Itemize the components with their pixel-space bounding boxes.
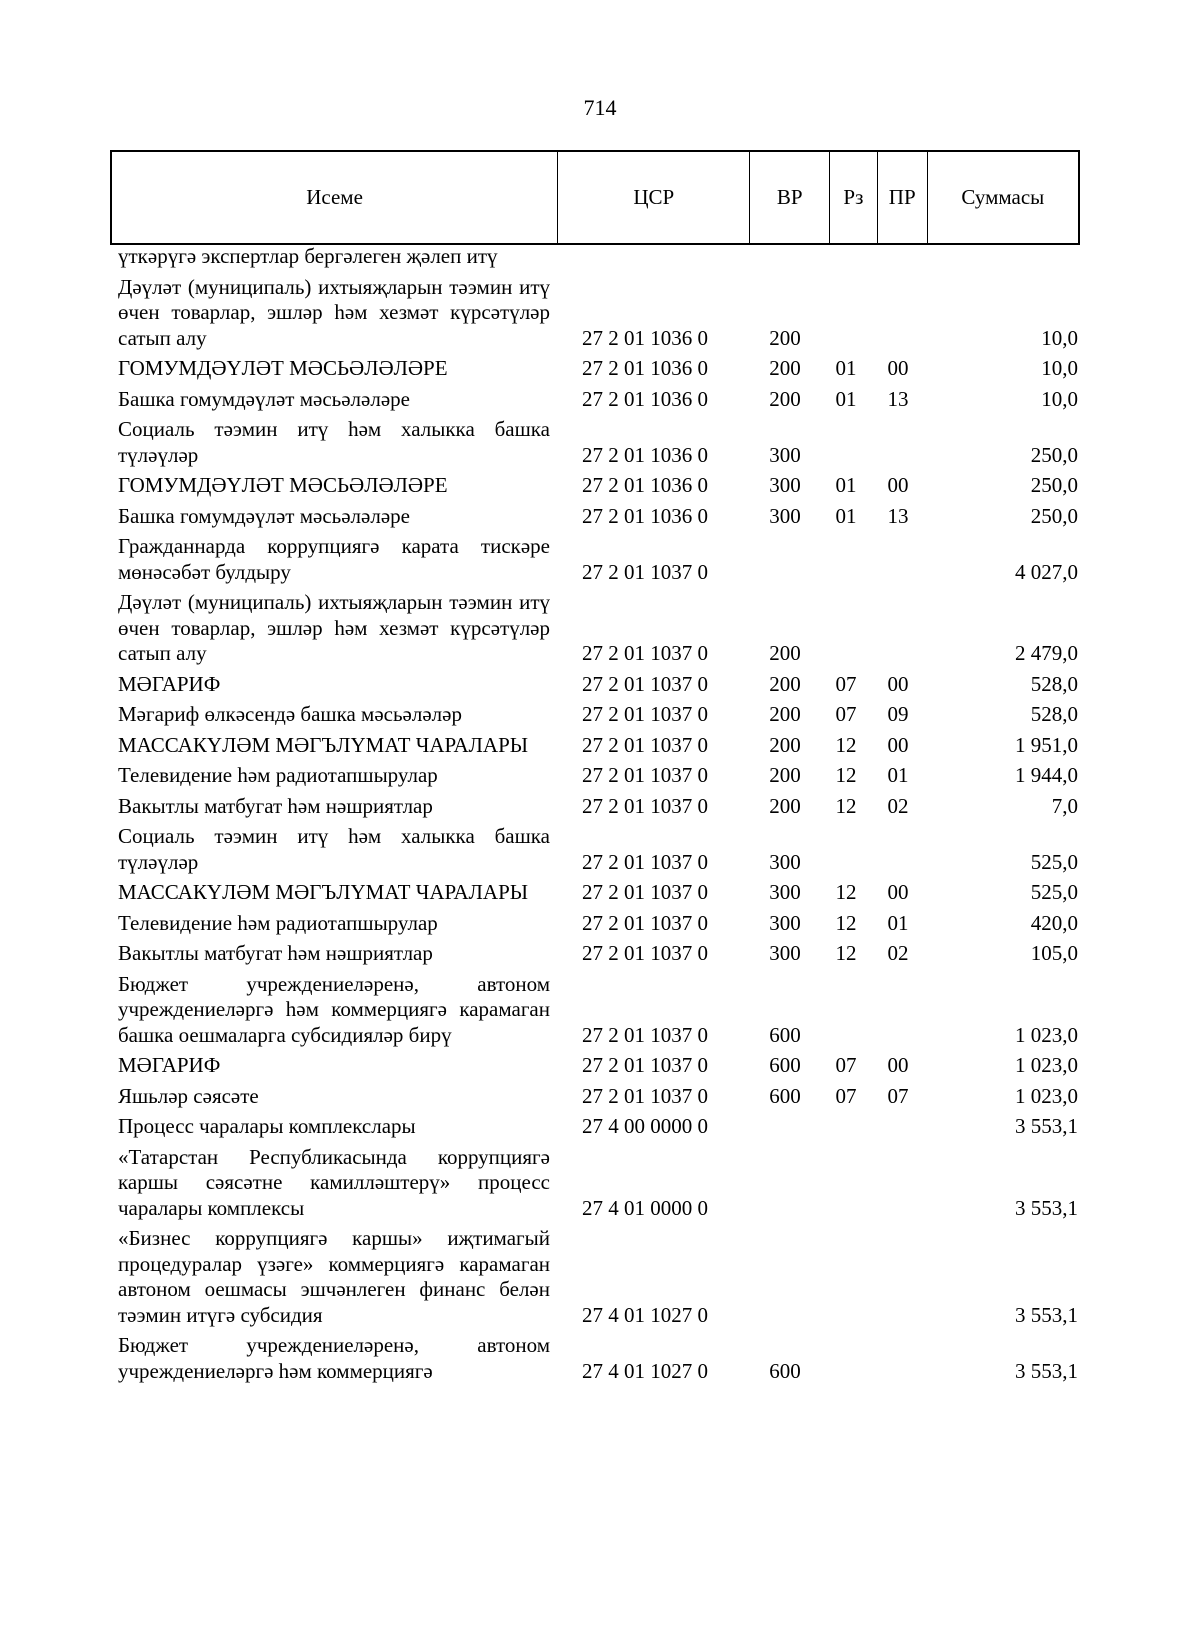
row-sum: 3 553,1: [1015, 1195, 1078, 1220]
row-csr: 27 2 01 1036 0: [582, 473, 708, 497]
row-name: Мәгариф өлкәсендә башка мәсьәләләр: [118, 702, 462, 726]
row-pr: 00: [887, 732, 909, 757]
row-vr: 200: [769, 325, 801, 350]
header-vr: ВР: [750, 152, 830, 243]
row-vr: 600: [769, 1022, 801, 1047]
header-pr: ПР: [878, 152, 928, 243]
table-row: [118, 504, 1078, 530]
row-vr: 300: [769, 442, 801, 467]
header-sum: Суммасы: [961, 185, 1045, 209]
table-row: [118, 702, 1078, 728]
row-sum: 525,0: [1030, 880, 1078, 904]
table-row: [118, 972, 1078, 1049]
row-pr: 07: [887, 1083, 909, 1108]
row-vr: 200: [769, 356, 801, 380]
row-vr: 200: [769, 671, 801, 696]
row-vr: 300: [769, 941, 801, 965]
row-rz: 12: [835, 763, 857, 787]
row-sum: 105,0: [1030, 941, 1078, 965]
row-csr: 27 2 01 1037 0: [582, 793, 708, 818]
row-csr: 27 2 01 1037 0: [582, 910, 708, 935]
table-row: [118, 1053, 1078, 1079]
table-row: [118, 794, 1078, 820]
row-csr: 27 2 01 1037 0: [582, 671, 708, 696]
row-vr: 200: [769, 732, 801, 757]
row-sum: 1 023,0: [1015, 1083, 1078, 1108]
row-pr: 00: [887, 1053, 909, 1077]
page-number: 714: [583, 95, 617, 120]
row-sum: 3 553,1: [1015, 1302, 1078, 1327]
table-row: [118, 824, 1078, 875]
row-sum: 3 553,1: [1015, 1358, 1078, 1383]
row-csr: 27 2 01 1036 0: [582, 356, 708, 380]
table-row: [118, 911, 1078, 937]
row-name: «Татарстан Республикасында коррупциягә каршы сәясәтне камилләштерү» процесс чаралары комплексы: [118, 1144, 550, 1220]
table-row: [118, 356, 1078, 382]
table-row: [118, 590, 1078, 667]
row-name: Дәүләт (муниципаль) ихтыяҗларын тәэмин итү өчен товарлар, эшләр һәм хезмәт күрсәтүләр сатып алу: [118, 274, 550, 350]
table-row: [118, 1114, 1078, 1140]
table-row: [118, 1084, 1078, 1110]
row-rz: 01: [835, 356, 857, 380]
row-rz: 07: [835, 1053, 857, 1077]
table-row: [118, 417, 1078, 468]
row-rz: 12: [835, 793, 857, 818]
row-name: Бюджет учреждениеләренә, автоном учреждениеләргә һәм коммерциягә карамаган башка оешмаларга субсидияләр бирү: [118, 971, 550, 1047]
row-vr: 200: [769, 763, 801, 787]
row-name: Башка гомумдәүләт мәсьәләләре: [118, 386, 410, 411]
row-sum: 528,0: [1030, 671, 1078, 696]
row-sum: 10,0: [1041, 356, 1078, 380]
table-row: [118, 275, 1078, 352]
table-row: [118, 880, 1078, 906]
table-row: [118, 244, 1078, 270]
table-row: [118, 387, 1078, 413]
row-name: Телевидение һәм радиотапшырулар: [118, 910, 438, 935]
row-csr: 27 2 01 1037 0: [582, 559, 708, 584]
row-csr: 27 2 01 1036 0: [582, 325, 708, 350]
row-rz: 12: [835, 880, 857, 904]
row-csr: 27 2 01 1037 0: [582, 1053, 708, 1077]
row-pr: 09: [887, 702, 909, 726]
table-header: [110, 150, 1080, 245]
table-body: [118, 244, 1078, 1384]
row-vr: 300: [769, 473, 801, 497]
row-csr: 27 4 01 0000 0: [582, 1195, 708, 1220]
header-name: Исеме: [112, 152, 558, 243]
row-csr: 27 4 01 1027 0: [582, 1358, 708, 1383]
row-sum: 1 944,0: [1015, 763, 1078, 787]
row-name: үткәрүгә экспертлар бергәлеген җәлеп итү: [118, 244, 498, 268]
row-name: Гражданнарда коррупциягә карата тискәре мөнәсәбәт булдыру: [118, 534, 550, 584]
row-vr: 600: [769, 1358, 801, 1383]
row-csr: 27 4 00 0000 0: [582, 1114, 708, 1138]
row-sum: 1 951,0: [1015, 732, 1078, 757]
row-sum: 250,0: [1030, 503, 1078, 528]
row-csr: 27 2 01 1036 0: [582, 503, 708, 528]
row-name: Социаль тәэмин итү һәм халыкка башка түләүләр: [118, 417, 550, 467]
row-csr: 27 2 01 1037 0: [582, 702, 708, 726]
row-name: ГОМУМДӘҮЛӘТ МӘСЬӘЛӘЛӘРЕ: [118, 473, 448, 497]
row-name: Дәүләт (муниципаль) ихтыяҗларын тәэмин итү өчен товарлар, эшләр һәм хезмәт күрсәтүләр сатып алу: [118, 590, 550, 665]
row-sum: 4 027,0: [1015, 559, 1078, 584]
row-rz: 07: [835, 1083, 857, 1108]
row-rz: 01: [835, 473, 857, 497]
row-rz: 01: [835, 503, 857, 528]
row-sum: 2 479,0: [1015, 641, 1078, 665]
row-pr: 00: [887, 473, 909, 497]
row-csr: 27 2 01 1037 0: [582, 732, 708, 757]
row-csr: 27 2 01 1036 0: [582, 386, 708, 411]
row-pr: 02: [887, 941, 909, 965]
table-row: [118, 1145, 1078, 1222]
row-sum: 525,0: [1030, 849, 1078, 874]
row-pr: 00: [887, 880, 909, 904]
row-csr: 27 2 01 1037 0: [582, 849, 708, 874]
row-sum: 10,0: [1041, 325, 1078, 350]
row-name: Процесс чаралары комплекслары: [118, 1114, 416, 1138]
row-name: Башка гомумдәүләт мәсьәләләре: [118, 503, 410, 528]
row-csr: 27 2 01 1037 0: [582, 941, 708, 965]
row-vr: 300: [769, 880, 801, 904]
table-row: [118, 941, 1078, 967]
table-row: [118, 473, 1078, 499]
table-row: [118, 672, 1078, 698]
row-name: Вакытлы матбугат һәм нәшриятлар: [118, 941, 433, 965]
row-pr: 01: [887, 910, 909, 935]
row-vr: 300: [769, 503, 801, 528]
row-rz: 01: [835, 386, 857, 411]
row-sum: 3 553,1: [1015, 1114, 1078, 1138]
row-csr: 27 2 01 1037 0: [582, 880, 708, 904]
table-row: [118, 1333, 1078, 1384]
row-vr: 300: [769, 849, 801, 874]
row-vr: 600: [769, 1083, 801, 1108]
row-rz: 12: [835, 732, 857, 757]
row-vr: 200: [769, 793, 801, 818]
row-pr: 13: [887, 386, 909, 411]
row-csr: 27 2 01 1037 0: [582, 641, 708, 665]
row-name: МАССАКҮЛӘМ МӘГЪЛҮМАТ ЧАРАЛАРЫ: [118, 732, 529, 757]
row-csr: 27 4 01 1027 0: [582, 1302, 708, 1327]
row-name: МАССАКҮЛӘМ МӘГЪЛҮМАТ ЧАРАЛАРЫ: [118, 880, 529, 904]
row-csr: 27 2 01 1037 0: [582, 1083, 708, 1108]
row-name: «Бизнес коррупциягә каршы» иҗтимагый процедуралар үзәге» коммерциягә карамаган автоном оешмасы эшчәнлеген финанс белән тәэмин итүгә субсидия: [118, 1226, 550, 1327]
row-vr: 600: [769, 1053, 801, 1077]
row-name: Социаль тәэмин итү һәм халыкка башка түләүләр: [118, 824, 550, 874]
row-pr: 00: [887, 671, 909, 696]
row-sum: 420,0: [1030, 910, 1078, 935]
row-pr: 02: [887, 793, 909, 818]
table-row: [118, 733, 1078, 759]
row-sum: 1 023,0: [1015, 1053, 1078, 1077]
row-rz: 12: [835, 941, 857, 965]
row-rz: 07: [835, 702, 857, 726]
table-row: [118, 534, 1078, 585]
row-vr: 200: [769, 386, 801, 411]
header-csr: ЦСР: [558, 152, 750, 243]
row-name: Яшьләр сәясәте: [118, 1083, 259, 1108]
row-pr: 13: [887, 503, 909, 528]
row-sum: 7,0: [1051, 793, 1078, 818]
row-vr: 200: [769, 702, 801, 726]
row-name: Бюджет учреждениеләренә, автоном учреждениеләргә һәм коммерциягә: [118, 1333, 550, 1383]
row-sum: 250,0: [1030, 442, 1078, 467]
row-vr: 300: [769, 910, 801, 935]
table-row: [118, 763, 1078, 789]
row-csr: 27 2 01 1036 0: [582, 442, 708, 467]
row-name: Вакытлы матбугат һәм нәшриятлар: [118, 793, 433, 818]
row-name: МӘГАРИФ: [118, 671, 221, 696]
row-name: Телевидение һәм радиотапшырулар: [118, 763, 438, 787]
row-sum: 1 023,0: [1015, 1022, 1078, 1047]
row-rz: 12: [835, 910, 857, 935]
row-rz: 07: [835, 671, 857, 696]
row-sum: 250,0: [1030, 473, 1078, 497]
row-csr: 27 2 01 1037 0: [582, 763, 708, 787]
header-rz: Рз: [830, 152, 878, 243]
row-name: ГОМУМДӘҮЛӘТ МӘСЬӘЛӘЛӘРЕ: [118, 356, 448, 380]
row-pr: 00: [887, 356, 909, 380]
row-sum: 528,0: [1030, 702, 1078, 726]
row-csr: 27 2 01 1037 0: [582, 1022, 708, 1047]
table-row: [118, 1226, 1078, 1328]
row-vr: 200: [769, 641, 801, 665]
row-pr: 01: [887, 763, 909, 787]
row-name: МӘГАРИФ: [118, 1053, 221, 1077]
row-sum: 10,0: [1041, 386, 1078, 411]
